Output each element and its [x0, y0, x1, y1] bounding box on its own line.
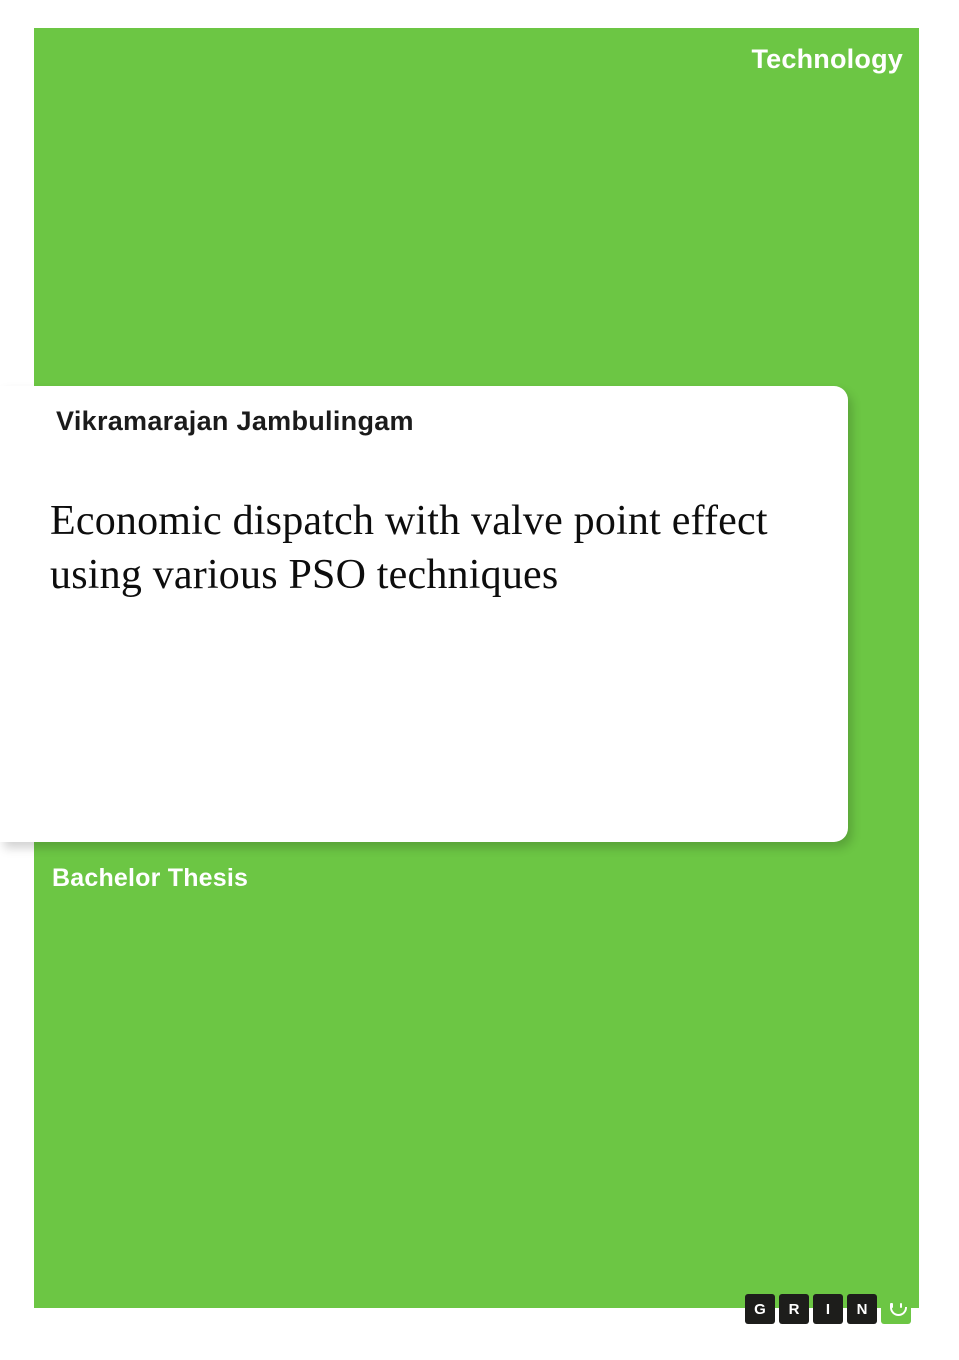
logo-letter-r: R: [779, 1294, 809, 1324]
page-title: Economic dispatch with valve point effect using various PSO techniques: [50, 498, 768, 598]
logo-letter-i: I: [813, 1294, 843, 1324]
author-name: Vikramarajan Jambulingam: [56, 406, 414, 436]
grin-logo: [745, 1294, 911, 1324]
title-card: [0, 386, 848, 842]
cover-green-top-left: [34, 28, 599, 90]
document-type-label: Bachelor Thesis: [52, 864, 249, 892]
smiley-icon: [881, 1294, 911, 1324]
logo-letter-g: G: [745, 1294, 775, 1324]
category-label: Technology: [751, 44, 903, 74]
logo-letter-n: N: [847, 1294, 877, 1324]
